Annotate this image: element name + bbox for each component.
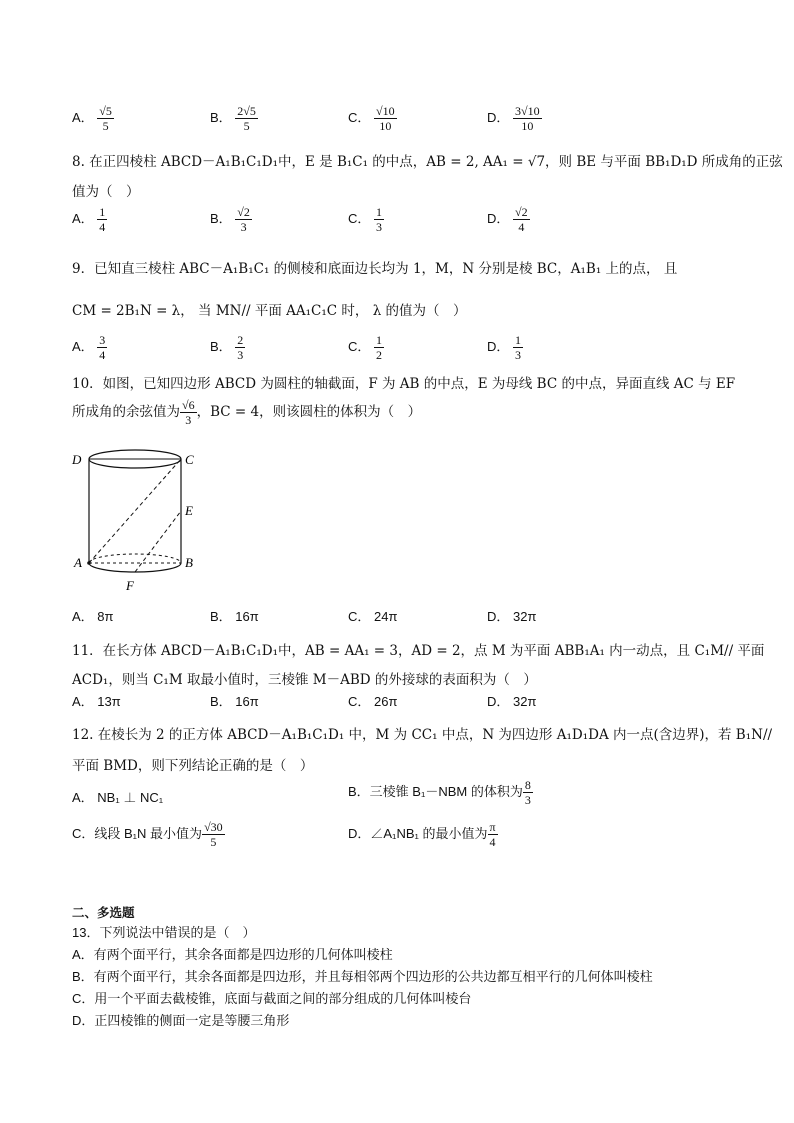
- q10-cosine-fraction: $\frac{√6}{3}$: [182, 398, 195, 427]
- q10-option-b: B． 16π: [210, 609, 259, 624]
- q8-stem-line2: 值为（ ）: [72, 184, 140, 200]
- q9-option-c: C． $\frac{1}{2}$: [348, 333, 383, 362]
- q9-option-d: D． $\frac{1}{3}$: [487, 333, 522, 362]
- q10-stem-line1: 10．如图，已知四边形 ABCD 为圆柱的轴截面，F 为 AB 的中点，E 为母线 BC 的中点，异面直线 AC 与 EF: [72, 376, 736, 392]
- q7-option-b: B． $\frac{2√5}{5}$: [210, 104, 256, 133]
- fig-label-d: D: [72, 452, 82, 467]
- fig-label-a: A: [74, 555, 82, 570]
- q8-option-d: D． $\frac{√2}{4}$: [487, 205, 528, 234]
- q12-stem-line1: 12. 在棱长为 2 的正方体 ABCD－A₁B₁C₁D₁ 中，M 为 CC₁ 中点，N 为四边形 A₁D₁DA 内一点(含边界)，若 B₁N//: [72, 727, 773, 743]
- q10-option-c: C． 24π: [348, 609, 398, 624]
- q11-option-d: D． 32π: [487, 694, 537, 709]
- q8-option-c: C． $\frac{1}{3}$: [348, 205, 383, 234]
- fig-label-b: B: [185, 555, 193, 570]
- q13-option-b: B．有两个面平行，其余各面都是四边形，并且每相邻两个四边形的公共边都互相平行的几何体叫棱柱: [72, 969, 653, 984]
- cylinder-figure: [68, 444, 208, 594]
- q12-option-a: A． NB₁ ⊥ NC₁: [72, 790, 164, 805]
- q10-stem-line2: 所成角的余弦值为 $\frac{√6}{3}$ ，BC = 4，则该圆柱的体积为（ ）: [72, 398, 422, 427]
- q11-option-c: C． 26π: [348, 694, 398, 709]
- q12-option-d: D．∠A₁NB₁ 的最小值为 $\frac{\pi}{4}$: [348, 820, 496, 849]
- q11-option-b: B． 16π: [210, 694, 259, 709]
- q7-option-d: D． $\frac{3√10}{10}$: [487, 104, 540, 133]
- section-title-multiple-choice: 二、多选题: [72, 906, 135, 920]
- q13-option-d: D．正四棱锥的侧面一定是等腰三角形: [72, 1013, 290, 1028]
- q8-option-a: A． $\frac{1}{4}$: [72, 205, 106, 234]
- q10-option-d: D． 32π: [487, 609, 537, 624]
- q12-stem-line2: 平面 BMD，则下列结论正确的是（ ）: [72, 758, 314, 774]
- q10-option-a: A． 8π: [72, 609, 114, 624]
- fig-label-e: E: [185, 503, 193, 518]
- q13-stem: 13．下列说法中错误的是（ ）: [72, 925, 256, 940]
- q13-option-a: A．有两个面平行，其余各面都是四边形的几何体叫棱柱: [72, 947, 393, 962]
- q9-option-b: B． $\frac{2}{3}$: [210, 333, 244, 362]
- fig-label-f: F: [126, 578, 134, 593]
- q9-stem-line2: CM = 2B₁N = λ， 当 MN// 平面 AA₁C₁C 时， λ 的值为（ ）: [72, 303, 467, 319]
- q11-option-a: A． 13π: [72, 694, 121, 709]
- q8-stem-line1: 8. 在正四棱柱 ABCD－A₁B₁C₁D₁中，E 是 B₁C₁ 的中点，AB = 2, AA₁ = √7，则 BE 与平面 BB₁D₁D 所成角的正弦: [72, 154, 783, 170]
- q9-stem-line1: 9．已知直三棱柱 ABC－A₁B₁C₁ 的侧棱和底面边长均为 1，M，N 分别是棱 BC，A₁B₁ 上的点， 且: [72, 261, 678, 277]
- q13-option-c: C．用一个平面去截棱锥，底面与截面之间的部分组成的几何体叫棱台: [72, 991, 472, 1006]
- q7-option-a: A． $\frac{√5}{5}$: [72, 104, 112, 133]
- q7-option-c: C． $\frac{√10}{10}$: [348, 104, 395, 133]
- q9-option-a: A． $\frac{3}{4}$: [72, 333, 106, 362]
- fig-label-c: C: [185, 452, 194, 467]
- q12-option-c: C．线段 B₁N 最小值为 $\frac{√30}{5}$: [72, 820, 223, 849]
- q11-stem-line1: 11．在长方体 ABCD－A₁B₁C₁D₁中，AB = AA₁ = 3，AD = 2，点 M 为平面 ABB₁A₁ 内一动点，且 C₁M// 平面: [72, 643, 765, 659]
- q8-option-b: B． $\frac{√2}{3}$: [210, 205, 250, 234]
- q11-stem-line2: ACD₁，则当 C₁M 取最小值时，三棱锥 M－ABD 的外接球的表面积为（ ）: [72, 672, 537, 688]
- q12-option-b: B．三棱锥 B₁－NBM 的体积为 $\frac{8}{3}$: [348, 778, 531, 807]
